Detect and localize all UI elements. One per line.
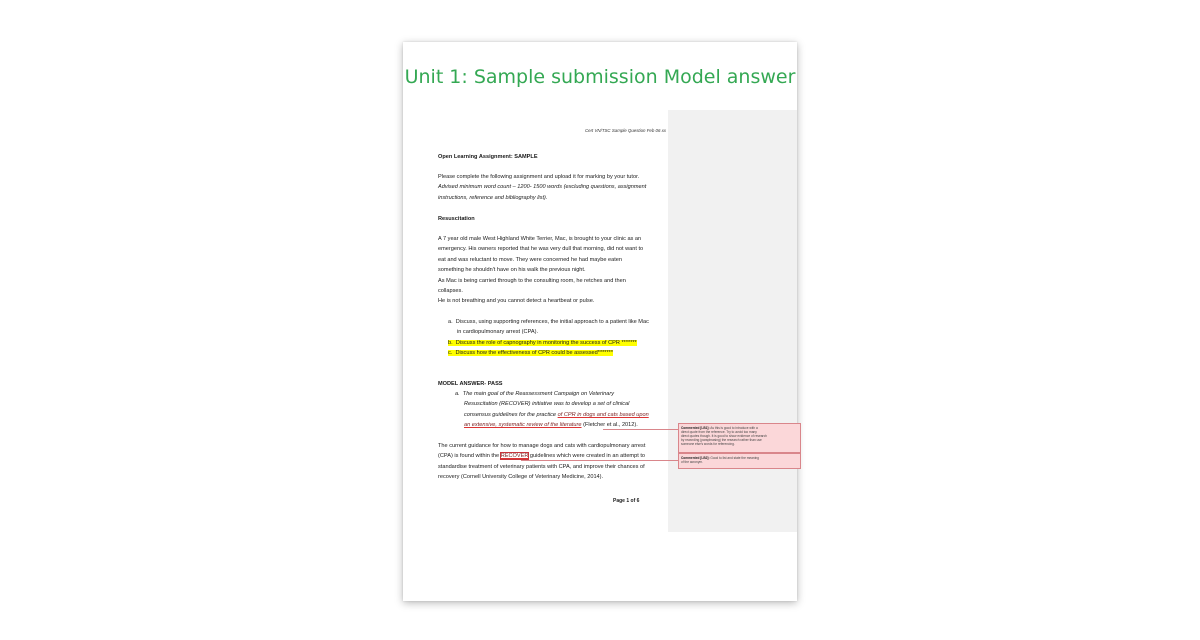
scenario-line: As Mac is being carried through to the consulting room, he retches and then	[438, 277, 626, 284]
page-number: Page 1 of 6	[613, 498, 640, 504]
document-header-ref: Cert VN/TSC Sample Question Feb 06 xx	[584, 128, 666, 133]
answer-line: an extensive, systematic review of the literature (Fletcher et al., 2012).	[464, 422, 638, 429]
comment-box[interactable]: Commented [LB1]: As this is good to introduce with a direct quote from the reference. Try to avoid too many direct quotes though. It is good to show evidence of research by rewording (paraphrasing) the research rather than use someone else's words for referencing.	[678, 423, 801, 453]
section-heading: Resuscitation	[438, 216, 475, 222]
task-item: a. Discuss, using supporting references, the initial approach to a patient like Mac	[448, 319, 649, 325]
instruction-text	[438, 172, 646, 203]
document-page	[403, 110, 797, 532]
commented-text: RECOVER	[500, 453, 529, 460]
guidance-line: recovery (Cornell University College of Veterinary Medicine, 2014).	[438, 474, 604, 481]
assignment-title: Open Learning Assignment: SAMPLE	[438, 154, 538, 160]
commented-text: of CPR in dogs and cats based upon	[557, 411, 649, 418]
word-count-line: Advised minimum word count – 1200- 1500 words (excluding questions, assignment	[438, 184, 647, 191]
scenario-line: something he shouldn't have on his walk the previous night.	[438, 267, 586, 274]
comment-connector	[603, 429, 678, 430]
guidance-paragraph	[438, 441, 645, 483]
task-list	[448, 317, 649, 359]
answer-paragraph	[455, 389, 649, 431]
commented-text: an extensive, systematic review of the literature	[464, 422, 582, 429]
guidance-line: standardise treatment of veterinary patients with CPA, and improve their chances of	[438, 463, 645, 470]
scenario-paragraph	[438, 234, 643, 307]
guidance-line: The current guidance for how to manage dogs and cats with cardiopulmonary arrest	[438, 443, 646, 449]
comment-connector	[521, 460, 678, 461]
scenario-line: collapses.	[438, 288, 463, 295]
scenario-line: emergency. His owners reported that he was very dull that morning, did not want to	[438, 246, 644, 253]
guidance-line: (CPA) is found within the RECOVER guidelines which were created in an attempt to	[438, 453, 645, 460]
word-count-line: instructions, reference and bibliography list).	[438, 194, 548, 201]
answer-line: a. The main goal of the Reassessment Campaign on Veterinary	[455, 391, 614, 397]
task-item: c. Discuss how the effectiveness of CPR could be assessed*******	[448, 350, 614, 357]
task-item-continued: in cardiopulmonary arrest (CPA).	[457, 329, 539, 336]
model-answer-heading: MODEL ANSWER- PASS	[438, 381, 503, 387]
scenario-line: A 7 year old male West Highland White Terrier, Mac, is brought to your clinic as an	[438, 236, 642, 242]
instruction-line: Please complete the following assignment and upload it for marking by your tutor.	[438, 174, 640, 180]
scenario-line: eat and was reluctant to move. They were concerned he had maybe eaten	[438, 256, 622, 263]
comment-box[interactable]: Commented [LB2]: Good to list and state the meaning of the acronym.	[678, 453, 801, 469]
answer-line: consensus guidelines for the practice of CPR in dogs and cats based upon	[464, 411, 649, 418]
answer-line: Resuscitation (RECOVER) initiative was to develop a set of clinical	[464, 401, 630, 408]
page-title: Unit 1: Sample submission Model answer	[404, 66, 796, 88]
scenario-line: He is not breathing and you cannot detect a heartbeat or pulse.	[438, 298, 595, 305]
task-item: b. Discuss the role of capnography in monitoring the success of CPR *******	[448, 339, 637, 346]
